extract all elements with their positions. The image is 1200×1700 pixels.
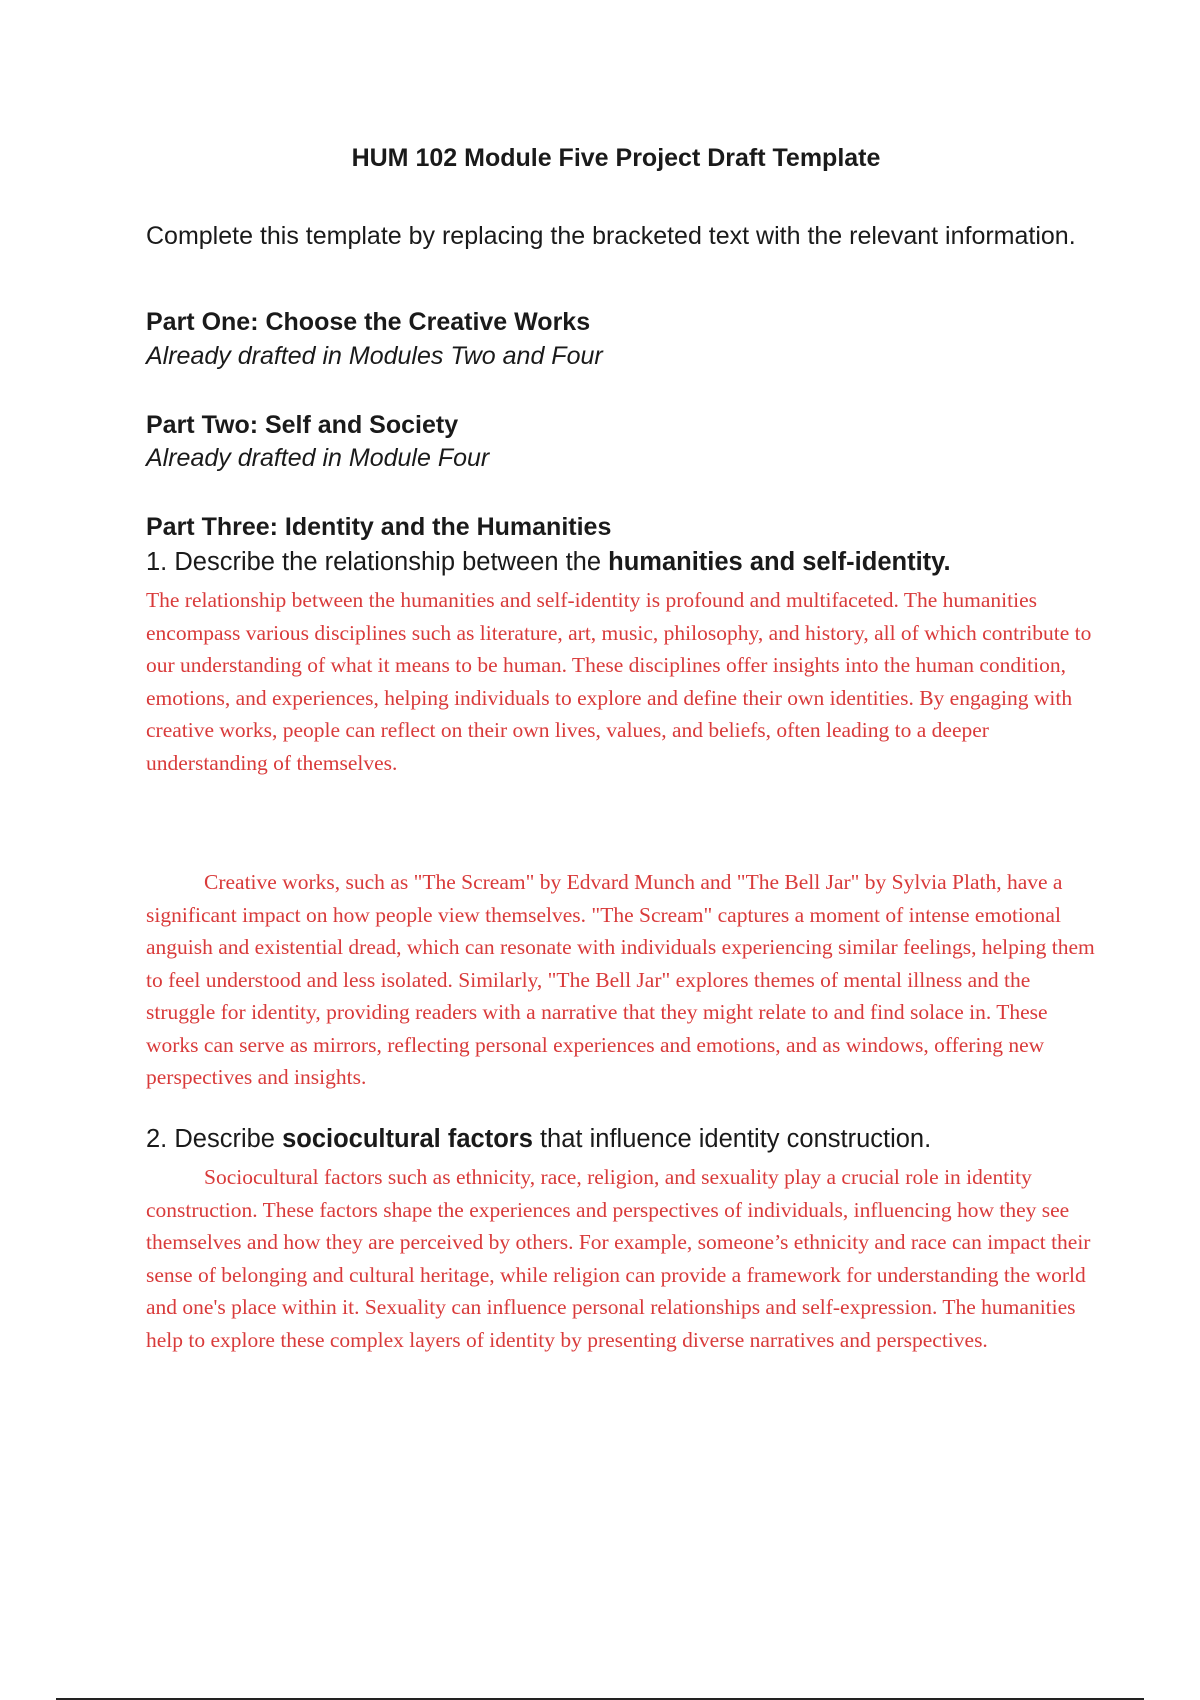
- answer-1-paragraph-1: The relationship between the humanities and self-identity is profound and multifaceted. The humanities encompass various disciplines such as literature, art, music, philosophy, and history, all of which contribute to our understanding of what it means to be human. These disciplines offer insights into the human condition, emotions, and experiences, helping individuals to explore and define their own identities. By engaging with creative works, people can reflect on their own lives, values, and beliefs, often leading to a deeper understanding of themselves.: [146, 588, 1092, 775]
- part-two-note: Already drafted in Module Four: [146, 444, 490, 472]
- template-instructions: Complete this template by replacing the bracketed text with the relevant information.: [146, 222, 1076, 250]
- question-1-prefix: 1. Describe the relationship between the: [146, 548, 609, 576]
- question-1-answer-continued: [146, 866, 1096, 1094]
- question-2-answer: [146, 1161, 1096, 1356]
- part-one-heading: Part One: Choose the Creative Works: [146, 308, 591, 336]
- answer-1-paragraph-2: Creative works, such as "The Scream" by Edvard Munch and "The Bell Jar" by Sylvia Plath, have a significant impact on how people view themselves. "The Scream" captures a moment of intense emotional anguish and existential dread, which can resonate with individuals experiencing similar feelings, helping them to feel understood and less isolated. Similarly, "The Bell Jar" explores themes of mental illness and the struggle for identity, providing readers with a narrative that they might relate to and find solace in. These works can serve as mirrors, reflecting personal experiences and emotions, and as windows, offering new perspectives and insights.: [146, 870, 1095, 1089]
- question-2: [146, 1125, 931, 1154]
- document-title: HUM 102 Module Five Project Draft Template: [351, 144, 881, 172]
- question-1-emphasis: humanities and self-identity.: [608, 548, 951, 576]
- question-1-answer: [146, 584, 1096, 779]
- answer-2-paragraph: Sociocultural factors such as ethnicity, race, religion, and sexuality play a crucial role in identity construction. These factors shape the experiences and perspectives of individuals, influencing how they see themselves and how they are perceived by others. For example, someone’s ethnicity and race can impact their sense of belonging and cultural heritage, while religion can provide a framework for understanding the world and one's place within it. Sexuality can influence personal relationships and self-expression. The humanities help to explore these complex layers of identity by presenting diverse narratives and perspectives.: [146, 1165, 1091, 1352]
- question-1: [146, 548, 951, 577]
- question-2-suffix: that influence identity construction.: [532, 1125, 932, 1153]
- part-three-heading: Part Three: Identity and the Humanities: [146, 513, 612, 541]
- part-one-note: Already drafted in Modules Two and Four: [146, 342, 603, 370]
- question-2-prefix: 2. Describe: [146, 1125, 283, 1153]
- question-2-emphasis: sociocultural factors: [282, 1125, 533, 1153]
- part-two-heading: Part Two: Self and Society: [146, 411, 459, 439]
